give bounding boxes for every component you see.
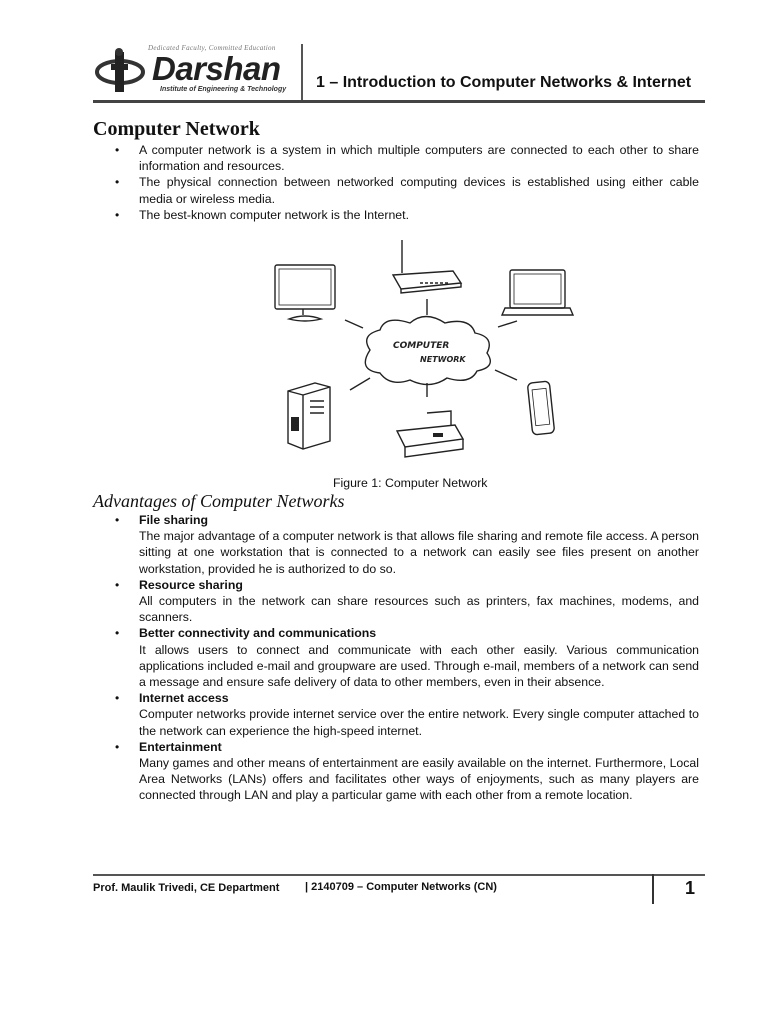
advantage-text: Computer networks provide internet service over the entire network. Every single computer attached to the network can experience the high-speed internet. (139, 707, 699, 738)
printer-icon (397, 411, 463, 457)
advantage-title: • Entertainment (139, 739, 222, 754)
footer-rule (93, 874, 705, 876)
advantage-title: • Internet access (139, 691, 229, 706)
advantage-text: It allows users to connect and communicate with each other easily. Various communication applications included e-mail and groupware are used. Through e-mail, members of a network can send a message and ensure safe delivery of data to other members, even in their absence. (139, 642, 699, 690)
network-figure (255, 235, 585, 460)
advantage-item (113, 625, 699, 690)
logo-tagline: Dedicated Faculty, Committed Education (148, 44, 276, 52)
laptop-icon (502, 270, 573, 315)
header-divider (301, 44, 303, 100)
advantages-list (113, 512, 699, 804)
desktop-tower-icon (288, 383, 330, 449)
footer-course: | 2140709 – Computer Networks (CN) (305, 881, 497, 893)
advantage-item (113, 512, 699, 577)
advantage-title: • File sharing (139, 513, 209, 527)
section-heading-computer-network: Computer Network (93, 118, 260, 140)
advantage-title: • Resource sharing (139, 577, 243, 592)
cloud-label-line2: NETWORK (420, 355, 466, 364)
advantage-text: All computers in the network can share resources such as printers, fax machines, modems, and scanners. (139, 594, 699, 625)
cloud-label-line1: COMPUTER (393, 341, 450, 351)
logo-emblem-icon (93, 44, 153, 100)
advantage-text: The major advantage of a computer network is that allows file sharing and remote file access. A person sitting at one workstation that is connected to a network can easily see files present on another workstation, provided he is authorized to do so. (139, 529, 699, 576)
intro-bullet: • A computer network is a system in which multiple computers are connected to each other to share information and resources. (113, 142, 699, 174)
footer-divider (652, 874, 654, 904)
intro-bullet: • The physical connection between networked computing devices is established using either cable media or wireless media. (113, 174, 699, 206)
footer-author: Prof. Maulik Trivedi, CE Department (93, 882, 280, 894)
monitor-icon (275, 265, 335, 321)
intro-bullet-list (113, 142, 699, 223)
section-heading-advantages: Advantages of Computer Networks (93, 491, 345, 511)
advantage-item (113, 739, 699, 804)
router-icon (393, 240, 461, 293)
advantage-item (113, 577, 699, 626)
intro-bullet: • The best-known computer network is the Internet. (113, 207, 699, 223)
advantage-text: Many games and other means of entertainment are easily available on the internet. Furthermore, Local Area Networks (LANs) offers and facilitates other ways of enjoyments, such as many players are connected through LAN and play a particular game with each other from a remote location. (139, 756, 699, 803)
page-number: 1 (685, 878, 696, 898)
advantage-item (113, 690, 699, 739)
logo-subtitle: Institute of Engineering & Technology (160, 86, 287, 93)
figure-caption: Figure 1: Computer Network (333, 476, 488, 490)
chapter-title: 1 – Introduction to Computer Networks & Internet (316, 74, 692, 91)
header-rule (93, 100, 705, 103)
logo-name: Darshan (152, 50, 281, 87)
advantage-title: • Better connectivity and communications (139, 626, 377, 641)
mobile-phone-icon (527, 381, 554, 435)
